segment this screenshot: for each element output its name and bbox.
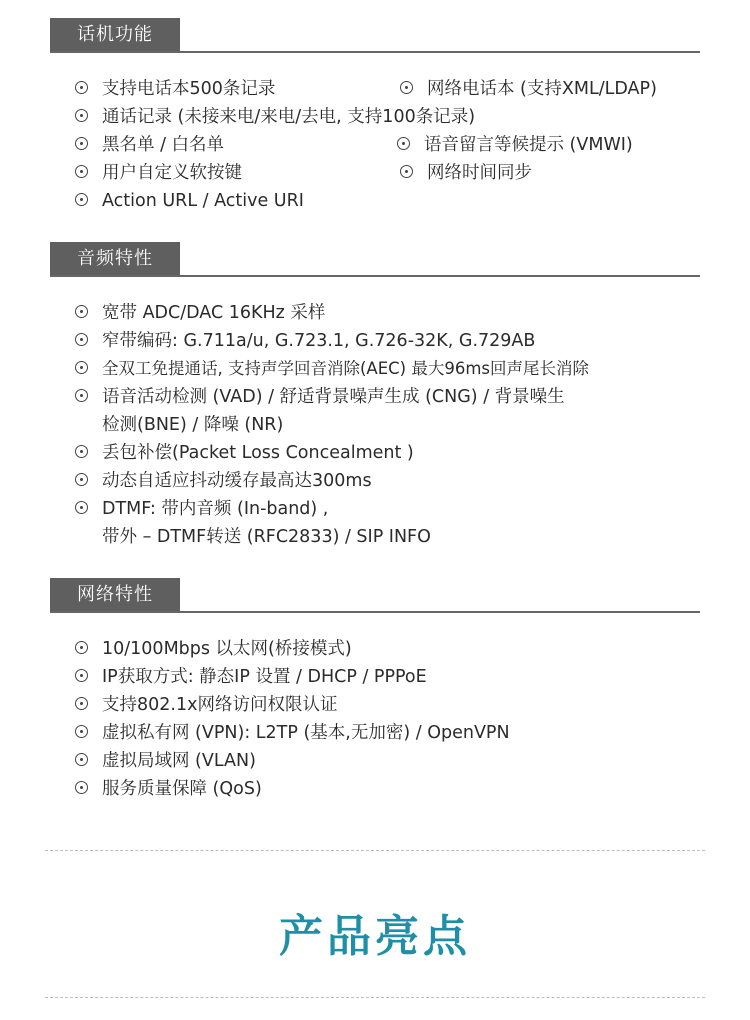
bullet-icon xyxy=(400,165,413,178)
bullet-icon xyxy=(75,501,88,514)
list-item: 10/100Mbps 以太网(桥接模式) xyxy=(75,635,352,663)
dashed-divider-bottom xyxy=(45,997,705,998)
section-title: 音频特性 xyxy=(50,242,180,276)
bullet-icon xyxy=(75,473,88,486)
section-divider xyxy=(50,51,700,53)
list-item: 虚拟私有网 (VPN): L2TP (基本,无加密) / OpenVPN xyxy=(75,719,510,747)
list-item: 语音活动检测 (VAD) / 舒适背景噪声生成 (CNG) / 背景噪生 xyxy=(75,383,565,411)
bullet-icon xyxy=(397,137,410,150)
bullet-icon xyxy=(75,669,88,682)
section-header xyxy=(0,578,750,612)
bullet-icon xyxy=(75,81,88,94)
bullet-icon xyxy=(75,109,88,122)
list-item: 支持802.1x网络访问权限认证 xyxy=(75,691,337,719)
section-network-features xyxy=(0,578,750,612)
bullet-icon xyxy=(75,389,88,402)
bullet-icon xyxy=(75,165,88,178)
bullet-icon xyxy=(75,333,88,346)
bullet-icon xyxy=(75,361,88,374)
list-item: 语音留言等候提示 (VMWI) xyxy=(397,131,633,159)
bullet-icon xyxy=(75,641,88,654)
list-item: 动态自适应抖动缓存最高达300ms xyxy=(75,467,372,495)
bullet-icon xyxy=(75,445,88,458)
list-item: 全双工免提通话, 支持声学回音消除(AEC) 最大96ms回声尾长消除 xyxy=(75,355,589,383)
list-item: 窄带编码: G.711a/u, G.723.1, G.726-32K, G.729AB xyxy=(75,327,535,355)
list-item: 用户自定义软按键 xyxy=(75,159,242,187)
list-item: 服务质量保障 (QoS) xyxy=(75,775,262,803)
section-divider xyxy=(50,611,700,613)
list-item-continuation: 带外 – DTMF转送 (RFC2833) / SIP INFO xyxy=(102,527,431,547)
bullet-icon xyxy=(400,81,413,94)
section-header xyxy=(0,242,750,276)
list-item: 网络时间同步 xyxy=(400,159,532,187)
section-title: 话机功能 xyxy=(50,18,180,52)
bullet-icon xyxy=(75,753,88,766)
bullet-icon xyxy=(75,137,88,150)
dashed-divider-top xyxy=(45,850,705,851)
list-item: 网络电话本 (支持XML/LDAP) xyxy=(400,75,657,103)
list-item: 虚拟局域网 (VLAN) xyxy=(75,747,256,775)
list-item: IP获取方式: 静态IP 设置 / DHCP / PPPoE xyxy=(75,663,427,691)
bullet-icon xyxy=(75,781,88,794)
list-item: Action URL / Active URI xyxy=(75,187,304,215)
list-item-continuation: 检测(BNE) / 降噪 (NR) xyxy=(102,415,284,435)
section-header xyxy=(0,18,750,52)
bullet-icon xyxy=(75,697,88,710)
list-item: DTMF: 带内音频 (In-band) , xyxy=(75,495,328,523)
section-title: 网络特性 xyxy=(50,578,180,612)
list-item: 宽带 ADC/DAC 16KHz 采样 xyxy=(75,299,325,327)
bullet-icon xyxy=(75,725,88,738)
bullet-icon xyxy=(75,193,88,206)
list-item: 黑名单 / 白名单 xyxy=(75,131,224,159)
list-item: 支持电话本500条记录 xyxy=(75,75,275,103)
section-divider xyxy=(50,275,700,277)
list-item: 丢包补偿(Packet Loss Concealment ) xyxy=(75,439,414,467)
list-item: 通话记录 (未接来电/来电/去电, 支持100条记录) xyxy=(75,103,475,131)
bullet-icon xyxy=(75,305,88,318)
section-phone-features xyxy=(0,18,750,52)
section-audio-features xyxy=(0,242,750,276)
highlight-title: 产品亮点 xyxy=(279,911,471,962)
